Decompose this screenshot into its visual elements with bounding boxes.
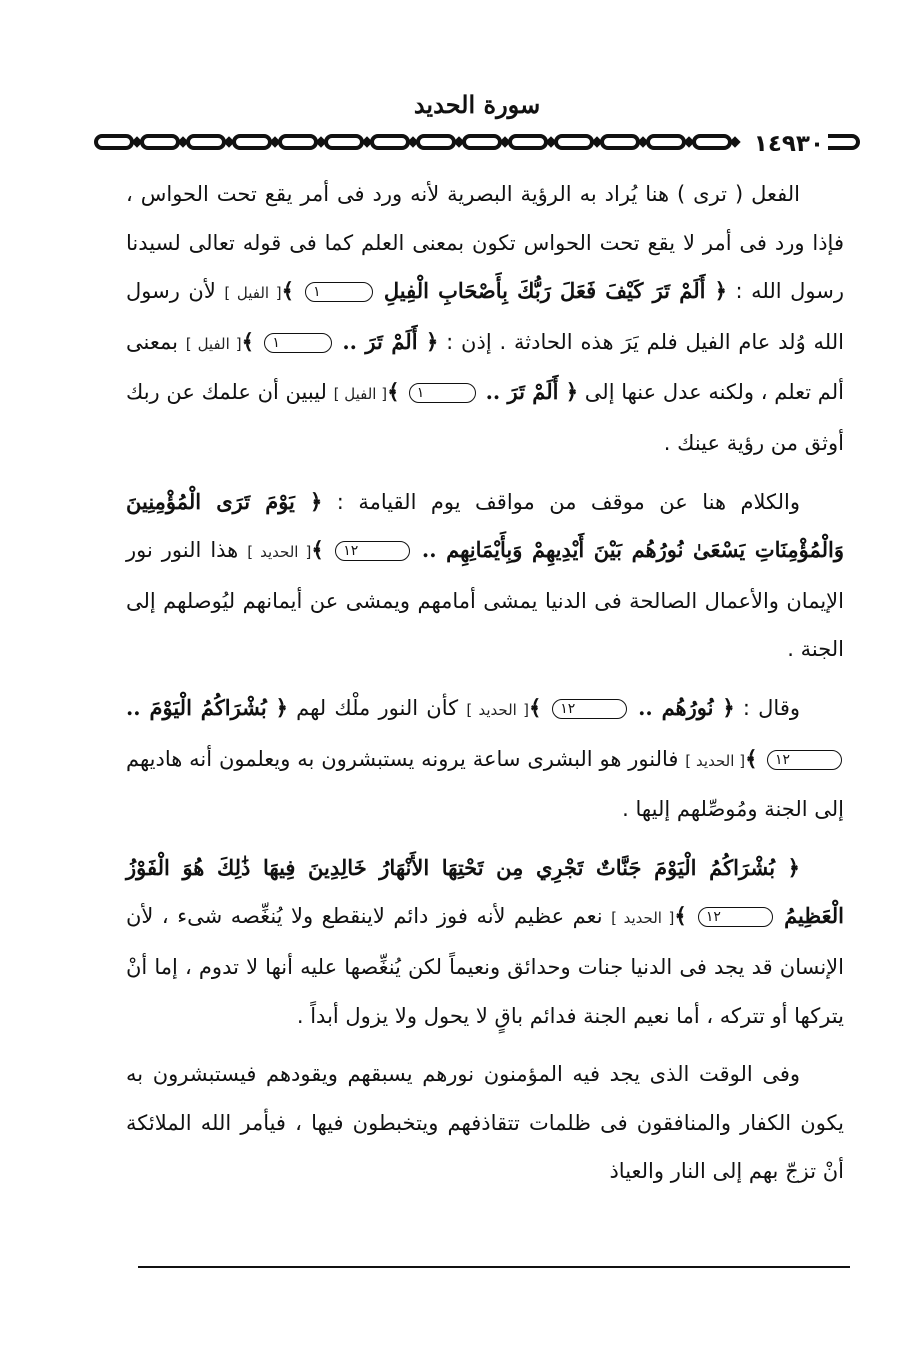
- border-link: [96, 136, 132, 148]
- surah-reference: [ الفيل ]: [224, 284, 282, 303]
- text-run: نعم عظيم لأنه فوز دائم لاينقطع ولا يُنغِّصه شىء ، لأن الإنسان قد يجد فى الدنيا جنات وحدائق ونعيماً لكن يُنغِّصها عليه أنها لا تدوم ، إما أنْ يتركها أو تتركه ، أما نعيم الجنة فدائم باقٍ لا يحول ولا يزول أبداً .: [126, 904, 844, 1028]
- quran-quote: ﴿ يَوْمَ تَرَى الْمُؤْمِنِينَ وَالْمُؤْمِنَاتِ يَسْعَىٰ نُورُهُم بَيْنَ أَيْدِيهِمْ وَبِأَيْمَانِهِم ..: [126, 488, 844, 563]
- text-run: كأن النور ملْك لهم: [287, 695, 467, 720]
- text-run: وقال :: [734, 695, 800, 720]
- quran-quote: ﴿ بُشْرَاكُمُ الْيَوْمَ ..: [126, 694, 288, 720]
- quran-quote: ﴾: [387, 379, 407, 405]
- text-run: وفى الوقت الذى يجد فيه المؤمنون نورهم يسبقهم ويقودهم فيستبشرون به يكون الكفار والمنافقون فى ظلمات تتقاذفهم ويتخبطون فيها ، فيأمر الله الملائكة أنْ تزجّ بهم إلى النار والعياذ: [126, 1062, 844, 1184]
- quran-quote: ﴿ نُورُهُم ..: [629, 694, 735, 720]
- text-run: والكلام هنا عن موقف من مواقف يوم القيامة :: [322, 489, 801, 514]
- ayah-number: ١٢: [552, 699, 627, 719]
- quran-quote: ﴾: [674, 903, 696, 929]
- page-header: [92, 84, 862, 164]
- border-link: [372, 136, 408, 148]
- border-link: [280, 136, 316, 148]
- surah-reference: [ الفيل ]: [185, 334, 242, 353]
- text-run: الفعل ( ترى ) هنا يُراد به الرؤية البصرية لأنه ورد فى أمر يقع تحت الحواس ، فإذا ورد فى أمر لا يقع تحت الحواس تكون بمعنى العلم كما فى قوله تعالى لسيدنا رسول الله :: [126, 182, 844, 304]
- quran-quote: ﴿ أَلَمْ تَرَ كَيْفَ فَعَلَ رَبُّكَ بِأَصْحَابِ الْفِيلِ: [374, 278, 727, 304]
- border-link: [648, 136, 684, 148]
- ayah-number: ١: [409, 383, 477, 403]
- border-link: [418, 136, 454, 148]
- border-link: [464, 136, 500, 148]
- quran-quote: ﴿ أَلَمْ تَرَ ..: [333, 328, 439, 354]
- border-diamond: [730, 137, 740, 147]
- paragraph: [126, 844, 844, 1040]
- text-run: هذا النور نور الإيمان والأعمال الصالحة فى الدنيا يمشى أمامهم ويمشى عن أيمانهم ليُوصلهم إلى الجنة .: [126, 538, 844, 662]
- border-link: [602, 136, 638, 148]
- border-link: [694, 136, 730, 148]
- border-link: [142, 136, 178, 148]
- quran-quote: ﴾: [241, 328, 263, 354]
- footer-rule: [138, 1266, 850, 1268]
- quran-quote: ﴾: [281, 278, 304, 304]
- body-text: [126, 170, 844, 1206]
- border-link: [188, 136, 224, 148]
- paragraph: [126, 1050, 844, 1196]
- surah-reference: [ الحديد ]: [685, 751, 746, 770]
- ayah-number: ١: [264, 333, 332, 353]
- border-link: [326, 136, 362, 148]
- border-link: [510, 136, 546, 148]
- ayah-number: ١: [305, 282, 373, 302]
- border-link: [556, 136, 592, 148]
- ayah-number: ١٢: [767, 750, 842, 770]
- surah-title: سورة الحديد: [413, 90, 541, 119]
- paragraph: [126, 478, 844, 674]
- ayah-number: ١٢: [698, 907, 773, 927]
- page-number: ١٤٩٣٠: [750, 131, 828, 157]
- paragraph: [126, 684, 844, 834]
- ornamental-border: [92, 128, 862, 156]
- text-run: فالنور هو البشرى ساعة يرونه يستبشرون به ويعلمون أنه هاديهم إلى الجنة ومُوصِّلهم إليها .: [126, 746, 844, 822]
- paragraph: [126, 170, 844, 468]
- quran-quote: ﴿ بُشْرَاكُمُ الْيَوْمَ جَنَّاتٌ تَجْرِي مِن تَحْتِهَا الأَنْهَارُ خَالِدِينَ فِيهَا ذَٰلِكَ هُوَ الْفَوْزُ الْعَظِيمُ: [126, 854, 844, 929]
- surah-reference: [ الحديد ]: [247, 543, 312, 562]
- text-run: بمعنى ألم تعلم ، ولكنه عدل عنها إلى: [126, 329, 845, 405]
- border-link: [234, 136, 270, 148]
- surah-reference: [ الحديد ]: [466, 700, 530, 719]
- text-run: لأن رسول الله وُلد عام الفيل فلم يَرَ هذه الحادثة . إذن :: [126, 279, 844, 354]
- surah-reference: [ الفيل ]: [333, 385, 388, 404]
- quran-quote: ﴾: [529, 694, 551, 720]
- text-run: ليبين أن علمك عن ربك أوثق من رؤية عينك .: [126, 380, 844, 455]
- quran-quote: ﴿ أَلَمْ تَرَ ..: [478, 379, 579, 405]
- ayah-number: ١٢: [335, 541, 410, 561]
- quran-quote: ﴾: [311, 537, 334, 563]
- surah-reference: [ الحديد ]: [611, 909, 675, 928]
- quran-quote: ﴾: [745, 745, 765, 771]
